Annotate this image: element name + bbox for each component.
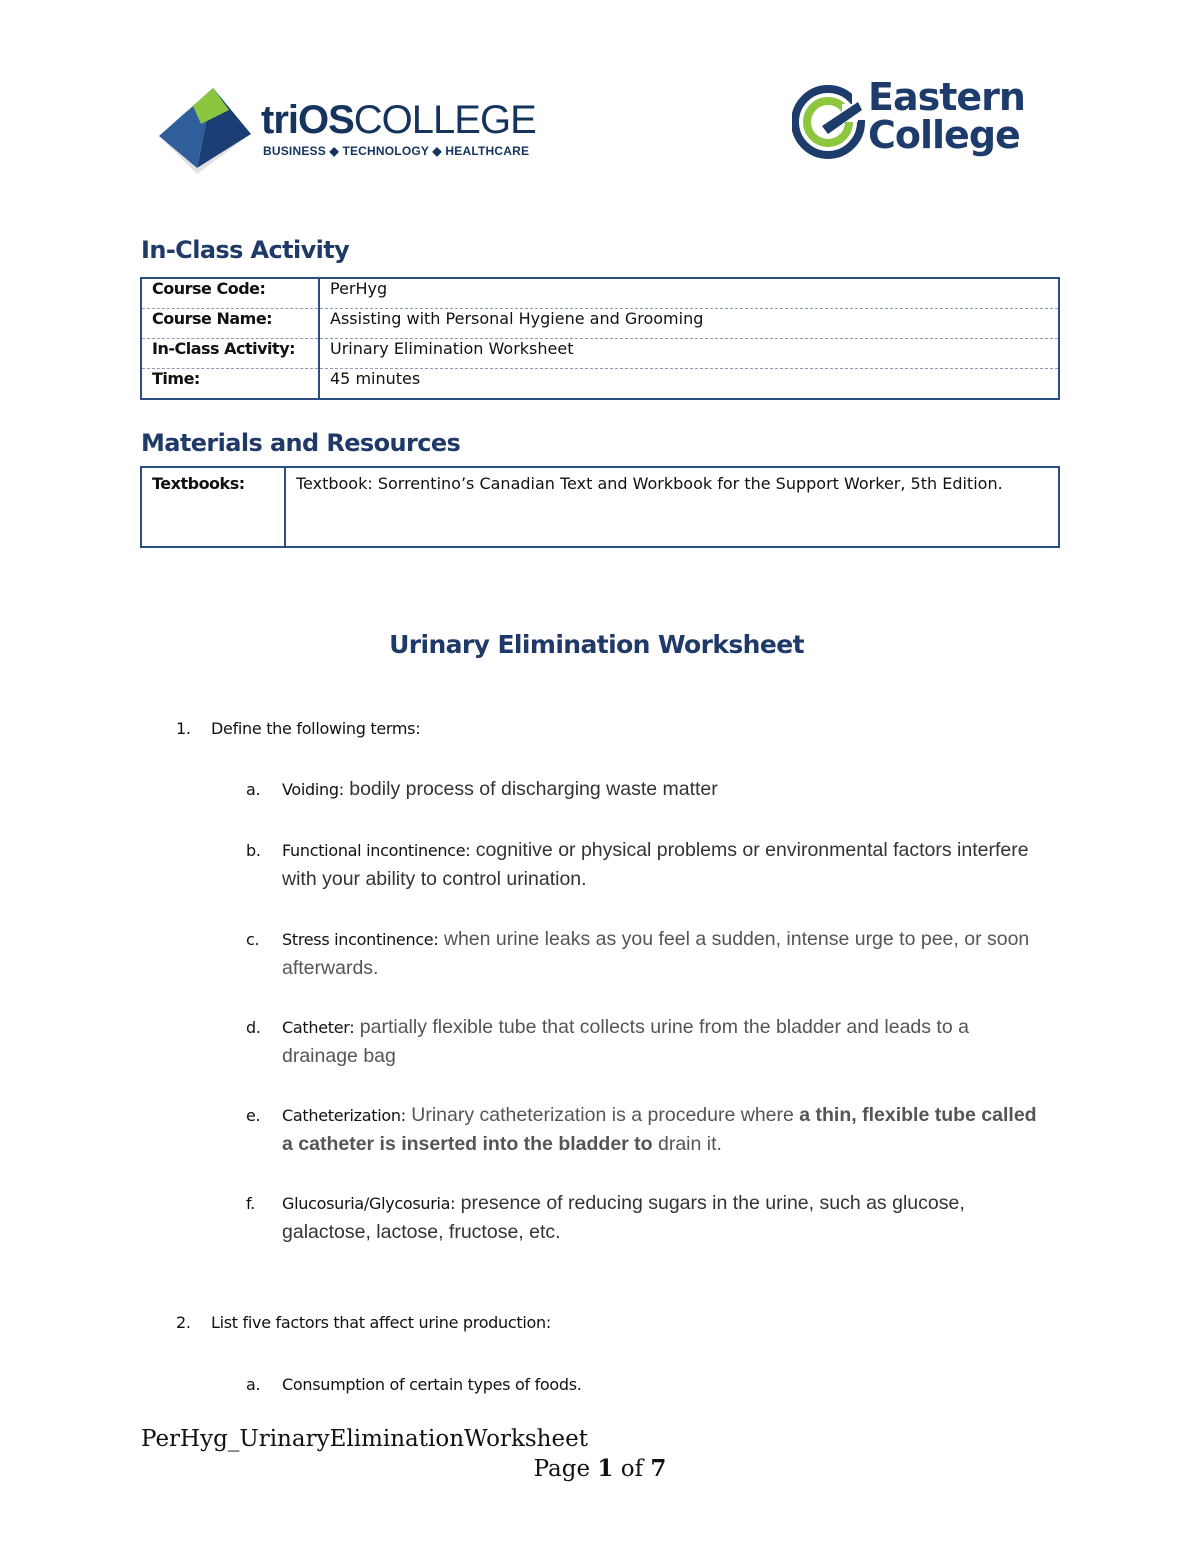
worksheet-title: Urinary Elimination Worksheet (389, 630, 804, 659)
term-answer-start: Urinary catheterization is a procedure where (405, 1104, 800, 1126)
table-key: Course Name: (141, 309, 319, 339)
list-item (246, 1370, 1046, 1399)
item-letter: a. (246, 1375, 261, 1394)
term-answer-end: drain it. (652, 1133, 722, 1155)
table-key: Textbooks: (141, 467, 285, 547)
term-answer: partially flexible tube that collects urine from the bladder and leads to a drainage bag (282, 1016, 969, 1067)
table-row (141, 467, 1059, 547)
question-text: List five factors that affect urine production: (211, 1313, 551, 1332)
item-letter: c. (246, 930, 260, 949)
textbook-table (140, 466, 1060, 548)
term-label: Stress incontinence: (282, 930, 439, 949)
table-row (141, 309, 1059, 339)
trios-college-logo (155, 84, 535, 176)
table-value: PerHyg (330, 279, 388, 298)
table-value: Assisting with Personal Hygiene and Grooming (319, 309, 1059, 339)
table-key: Time: (141, 369, 319, 400)
item-letter: f. (246, 1194, 255, 1213)
term-label: Catheterization: (282, 1106, 406, 1125)
table-key: Course Code: (141, 278, 319, 309)
term-label: Functional incontinence: (282, 841, 471, 860)
materials-heading: Materials and Resources (141, 429, 461, 457)
question-1 (0, 719, 1200, 743)
eastern-college-logo (792, 75, 1062, 168)
question-text: Define the following terms: (211, 719, 421, 738)
term-label: Voiding: (282, 780, 344, 799)
term-answer: bodily process of discharging waste matter (343, 778, 718, 800)
list-item (246, 836, 1046, 894)
footer-filename: PerHyg_UrinaryEliminationWorksheet (141, 1426, 588, 1452)
term-answer: presence of reducing sugars in the urine, such as glucose, galactose, lactose, fructose, etc. (282, 1192, 965, 1243)
question-number: 2. (176, 1313, 191, 1332)
factor-text: Consumption of certain types of foods. (282, 1375, 582, 1394)
item-letter: a. (246, 780, 261, 799)
course-info-table (140, 277, 1060, 400)
question-number: 1. (176, 719, 191, 738)
list-item (246, 775, 1046, 804)
list-item (246, 1189, 1046, 1247)
item-letter: e. (246, 1106, 261, 1125)
list-item (246, 1013, 1046, 1071)
table-row (141, 278, 1059, 309)
term-answer-bold: a thin, flexible tube called a catheter is inserted into the bladder to (282, 1104, 1037, 1155)
item-letter: d. (246, 1018, 261, 1037)
term-label: Catheter: (282, 1018, 355, 1037)
total-pages: 7 (650, 1455, 667, 1482)
table-value: 45 minutes (319, 369, 1059, 400)
eastern-wordmark: Eastern College (868, 75, 1025, 157)
table-key: In-Class Activity: (141, 339, 319, 369)
table-row (141, 339, 1059, 369)
footer-page-number: Page 1 of 7 (533, 1455, 667, 1482)
pyramid-icon (155, 84, 255, 176)
list-item (246, 1101, 1046, 1159)
list-item (246, 925, 1046, 983)
in-class-activity-heading: In-Class Activity (141, 236, 350, 264)
current-page: 1 (597, 1455, 614, 1482)
question-2 (0, 1313, 1200, 1337)
term-label: Glucosuria/Glycosuria: (282, 1194, 456, 1213)
eastern-e-icon (792, 80, 868, 166)
term-answer: cognitive or physical problems or environmental factors interfere with your ability to control urination. (282, 839, 1029, 890)
trios-wordmark: triOSCOLLEGE (261, 98, 536, 142)
table-row (141, 369, 1059, 400)
table-value: Urinary Elimination Worksheet (319, 339, 1059, 369)
term-answer: when urine leaks as you feel a sudden, intense urge to pee, or soon afterwards. (282, 928, 1030, 979)
trios-tagline: BUSINESS ◆ TECHNOLOGY ◆ HEALTHCARE (263, 144, 530, 158)
table-value: Textbook: Sorrentino’s Canadian Text and Workbook for the Support Worker, 5th Edition. (296, 474, 1003, 493)
item-letter: b. (246, 841, 261, 860)
